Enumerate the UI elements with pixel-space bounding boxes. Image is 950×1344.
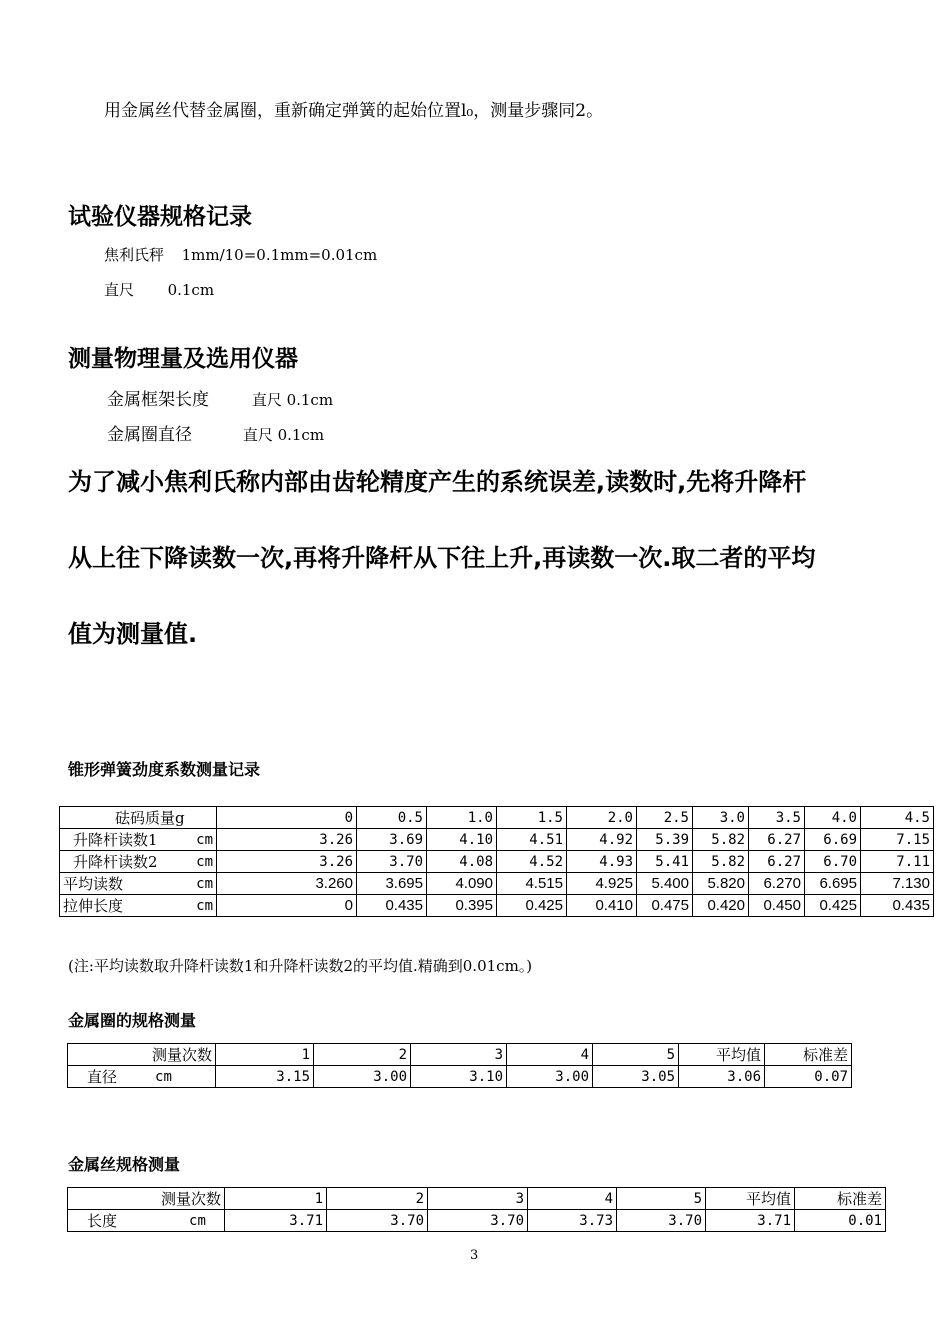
header-cell: 5 — [593, 1044, 679, 1066]
table-cell: 4.92 — [567, 829, 637, 851]
table-row — [60, 851, 934, 873]
instrument-name: 直尺 — [104, 281, 135, 299]
table-cell: 2.0 — [567, 807, 637, 829]
row-unit: cm — [196, 875, 213, 892]
row-label — [71, 1067, 212, 1087]
spring-table-note: (注:平均读数取升降杆读数1和升降杆读数2的平均值.精确到0.01cm。) — [68, 957, 533, 975]
row-label-text: 平均读数 — [63, 874, 124, 893]
table-row — [68, 1066, 852, 1088]
table-cell: 4.0 — [805, 807, 861, 829]
header-cell: 4 — [507, 1044, 593, 1066]
header-label: 测量次数 — [68, 1044, 216, 1066]
table-cell: 3.70 — [428, 1210, 528, 1232]
header-cell: 1 — [225, 1188, 327, 1210]
table-cell: 0.420 — [693, 895, 749, 917]
table-cell: 2.5 — [637, 807, 693, 829]
row-label — [63, 874, 213, 894]
row-label-cell — [60, 807, 217, 829]
table-cell: 0.01 — [795, 1210, 886, 1232]
table-cell: 0.435 — [357, 895, 427, 917]
row-label — [63, 830, 213, 850]
table-cell: 5.41 — [637, 851, 693, 873]
table-cell: 4.10 — [427, 829, 497, 851]
table-row — [60, 895, 934, 917]
instrument-spec: 1mm/10=0.1mm=0.01cm — [181, 246, 378, 264]
quantity-name: 金属框架长度 — [107, 390, 209, 410]
row-label-text: 升降杆读数2 — [73, 852, 158, 871]
spring-table-title: 锥形弹簧劲度系数测量记录 — [68, 760, 261, 779]
header-cell: 1 — [216, 1044, 314, 1066]
table-cell: 0.5 — [357, 807, 427, 829]
wire-table — [67, 1187, 886, 1232]
row-label-cell — [68, 1210, 225, 1232]
row-label-cell — [60, 873, 217, 895]
method-paragraph-line: 为了减小焦利氏称内部由齿轮精度产生的系统误差,读数时,先将升降杆 — [68, 468, 807, 496]
table-row — [60, 873, 934, 895]
table-cell: 0 — [217, 895, 357, 917]
table-cell: 1.5 — [497, 807, 567, 829]
table-header-row — [68, 1188, 886, 1210]
table-cell: 3.695 — [357, 873, 427, 895]
table-cell: 6.69 — [805, 829, 861, 851]
table-cell: 5.82 — [693, 851, 749, 873]
instrument-item — [104, 279, 214, 300]
header-cell: 平均值 — [679, 1044, 765, 1066]
table-cell: 5.39 — [637, 829, 693, 851]
row-label-cell — [60, 829, 217, 851]
table-cell: 3.00 — [507, 1066, 593, 1088]
table-row — [60, 829, 934, 851]
instrument-spec: 0.1cm — [167, 281, 215, 299]
method-paragraph-line: 值为测量值. — [68, 620, 198, 648]
table-cell: 3.69 — [357, 829, 427, 851]
table-cell: 1.0 — [427, 807, 497, 829]
quantity-spec: 直尺 0.1cm — [251, 391, 334, 409]
table-cell: 4.090 — [427, 873, 497, 895]
row-unit: cm — [196, 853, 213, 870]
table-cell: 3.70 — [327, 1210, 428, 1232]
quantity-name: 金属圈直径 — [107, 425, 192, 445]
table-cell: 6.695 — [805, 873, 861, 895]
table-cell: 6.270 — [749, 873, 805, 895]
table-cell: 6.27 — [749, 829, 805, 851]
header-cell: 3 — [428, 1188, 528, 1210]
table-cell: 4.93 — [567, 851, 637, 873]
table-header-row — [68, 1044, 852, 1066]
ring-table — [67, 1043, 852, 1088]
instrument-name: 焦利氏秤 — [104, 246, 165, 264]
table-cell: 0.395 — [427, 895, 497, 917]
table-cell: 7.15 — [861, 829, 934, 851]
table-cell: 0.07 — [765, 1066, 852, 1088]
row-label — [63, 896, 213, 916]
row-label-cell — [60, 851, 217, 873]
table-cell: 0.435 — [861, 895, 934, 917]
row-unit: cm — [155, 1068, 172, 1085]
table-cell: 6.70 — [805, 851, 861, 873]
table-cell: 4.52 — [497, 851, 567, 873]
row-label — [63, 808, 213, 828]
header-cell: 平均值 — [706, 1188, 795, 1210]
header-cell: 3 — [411, 1044, 507, 1066]
ring-table-title: 金属圈的规格测量 — [68, 1011, 197, 1030]
table-cell: 5.820 — [693, 873, 749, 895]
intro-paragraph: 用金属丝代替金属圈，重新确定弹簧的起始位置l₀，测量步骤同2。 — [104, 101, 604, 121]
table-cell: 0 — [217, 807, 357, 829]
header-cell: 标准差 — [765, 1044, 852, 1066]
quantity-item — [107, 420, 324, 445]
header-cell: 4 — [528, 1188, 617, 1210]
table-cell: 3.26 — [217, 829, 357, 851]
quantities-heading: 测量物理量及选用仪器 — [68, 346, 298, 372]
row-label-cell — [60, 895, 217, 917]
table-cell: 3.26 — [217, 851, 357, 873]
table-cell: 6.27 — [749, 851, 805, 873]
table-cell: 3.71 — [225, 1210, 327, 1232]
table-cell: 3.70 — [357, 851, 427, 873]
header-cell: 2 — [327, 1188, 428, 1210]
quantity-item — [107, 385, 333, 410]
row-unit: cm — [196, 897, 213, 914]
table-cell: 0.425 — [805, 895, 861, 917]
table-cell: 3.73 — [528, 1210, 617, 1232]
table-cell: 7.11 — [861, 851, 934, 873]
spring-table — [59, 806, 934, 917]
table-cell: 3.05 — [593, 1066, 679, 1088]
instrument-item — [104, 244, 377, 265]
table-cell: 0.450 — [749, 895, 805, 917]
table-cell: 3.15 — [216, 1066, 314, 1088]
wire-table-title: 金属丝规格测量 — [68, 1155, 181, 1174]
row-label — [71, 1211, 221, 1231]
table-cell: 4.08 — [427, 851, 497, 873]
table-cell: 7.130 — [861, 873, 934, 895]
table-cell: 4.5 — [861, 807, 934, 829]
row-label-text: 长度 — [87, 1211, 118, 1230]
quantity-spec: 直尺 0.1cm — [242, 426, 325, 444]
row-label-text: 升降杆读数1 — [73, 830, 158, 849]
table-cell: 3.5 — [749, 807, 805, 829]
header-label: 测量次数 — [68, 1188, 225, 1210]
table-cell: 4.51 — [497, 829, 567, 851]
row-unit: cm — [196, 831, 213, 848]
header-cell: 2 — [314, 1044, 411, 1066]
table-cell: 3.260 — [217, 873, 357, 895]
row-label-cell — [68, 1066, 216, 1088]
table-row — [68, 1210, 886, 1232]
table-cell: 3.71 — [706, 1210, 795, 1232]
row-label-text: 直径 — [87, 1067, 118, 1086]
row-label-text: 砝码质量g — [115, 808, 185, 827]
table-cell: 3.0 — [693, 807, 749, 829]
instruments-heading: 试验仪器规格记录 — [68, 204, 252, 230]
row-label-text: 拉伸长度 — [63, 896, 124, 915]
table-cell: 3.10 — [411, 1066, 507, 1088]
table-cell: 0.475 — [637, 895, 693, 917]
table-row — [60, 807, 934, 829]
table-cell: 3.00 — [314, 1066, 411, 1088]
page-number: 3 — [470, 1248, 479, 1263]
table-cell: 3.70 — [617, 1210, 706, 1232]
header-cell: 标准差 — [795, 1188, 886, 1210]
table-cell: 0.425 — [497, 895, 567, 917]
table-cell: 3.06 — [679, 1066, 765, 1088]
table-cell: 4.515 — [497, 873, 567, 895]
table-cell: 5.82 — [693, 829, 749, 851]
row-label — [63, 852, 213, 872]
table-cell: 0.410 — [567, 895, 637, 917]
row-unit: cm — [189, 1212, 206, 1229]
header-cell: 5 — [617, 1188, 706, 1210]
method-paragraph-line: 从上往下降读数一次,再将升降杆从下往上升,再读数一次.取二者的平均 — [68, 544, 816, 572]
table-cell: 5.400 — [637, 873, 693, 895]
table-cell: 4.925 — [567, 873, 637, 895]
